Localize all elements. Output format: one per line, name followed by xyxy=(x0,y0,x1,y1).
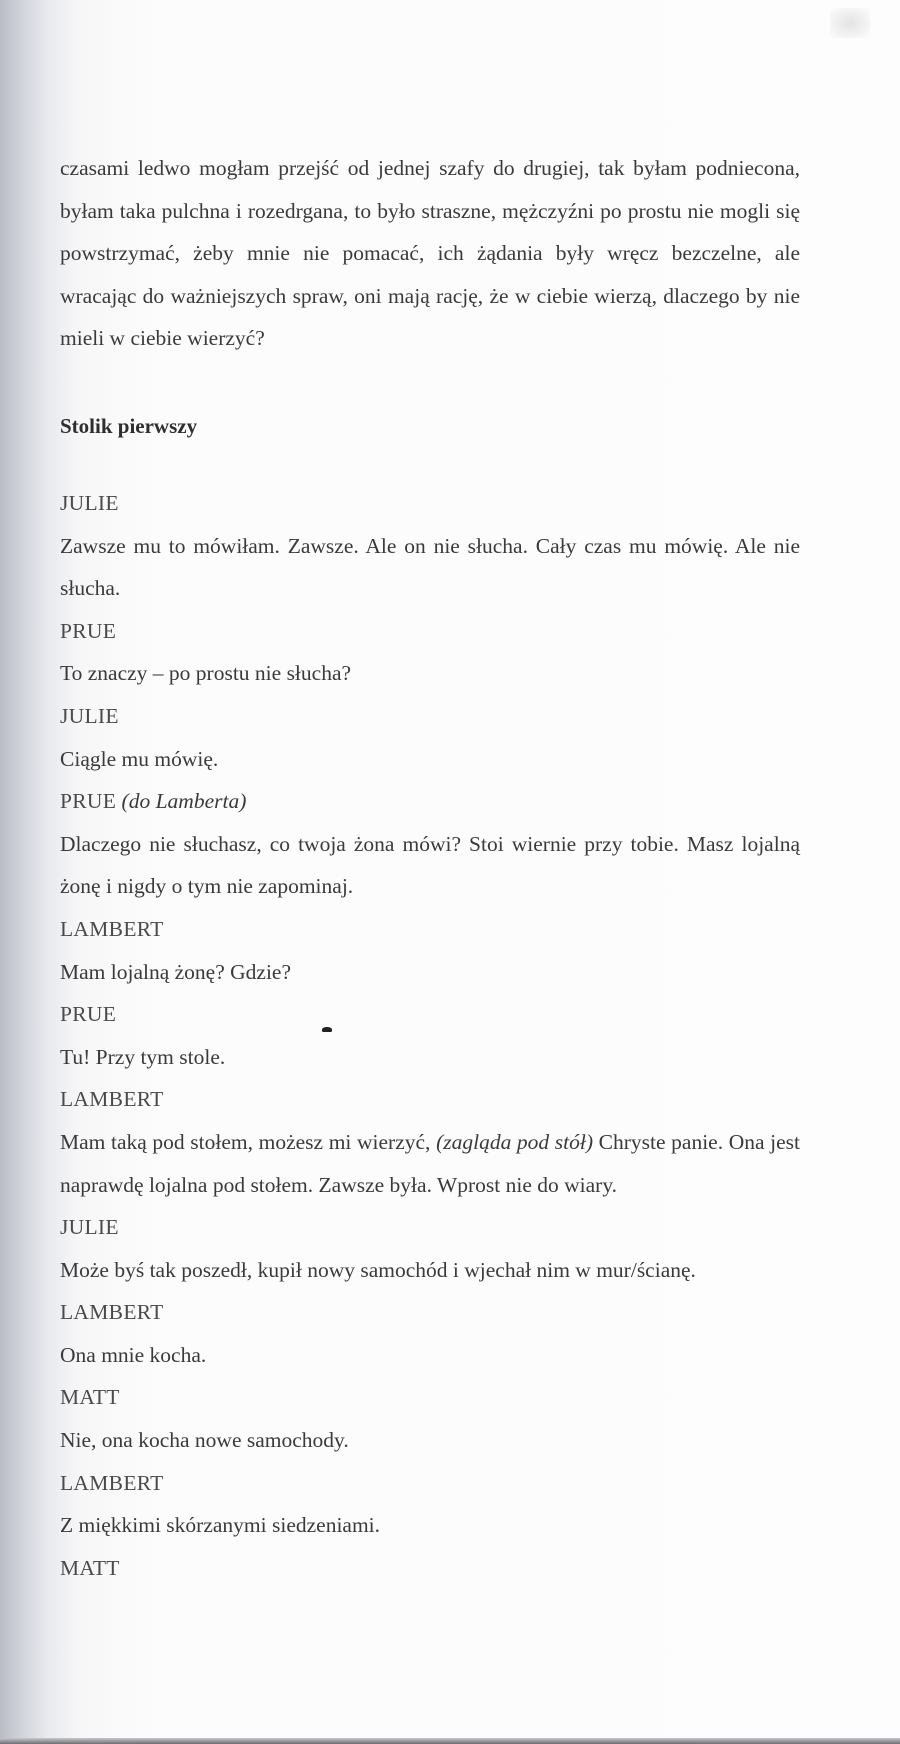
dialogue-line-part: Mam taką pod stołem, możesz mi wierzyć, xyxy=(60,1129,431,1154)
dialogue-line: Nie, ona kocha nowe samochody. xyxy=(60,1428,349,1453)
opening-paragraph xyxy=(60,147,800,360)
speaker-name: JULIE xyxy=(60,1215,119,1240)
speaker-name: LAMBERT xyxy=(60,916,164,941)
speaker-name: MATT xyxy=(60,1555,120,1580)
opening-paragraph-text: czasami ledwo mogłam przejść od jednej szafy do drugiej, tak byłam podniecona, byłam taka pulchna i rozedrgana, to było straszne, mężczyźni po prostu nie mogli się powstrzymać, żeby mnie nie pomacać, ich żądania były wręcz bezczelne, ale wracając do ważniejszych spraw, oni mają rację, że w ciebie wierzą, dlaczego by nie mieli w ciebie wierzyć? xyxy=(60,156,800,351)
dialogue-line: Tu! Przy tym stole. xyxy=(60,1044,226,1069)
dialogue-line-part: Chryste panie. Ona jest naprawdę lojalna pod stołem. Zawsze była. Wprost nie do wiary. xyxy=(60,1129,801,1197)
dialogue-line: Dlaczego nie słuchasz, co twoja żona mówi? Stoi wiernie przy tobie. Masz lojalną żonę i nigdy o tym nie zapominaj. xyxy=(60,831,800,899)
dialogue-line: Mam lojalną żonę? Gdzie? xyxy=(60,959,292,984)
dialogue-line: Może byś tak poszedł, kupił nowy samochód i wjechał nim w mur/ścianę. xyxy=(60,1257,696,1282)
speaker-name: PRUE xyxy=(60,618,117,643)
dialogue-line: Zawsze mu to mówiłam. Zawsze. Ale on nie słucha. Cały czas mu mówię. Ale nie słucha. xyxy=(60,533,800,601)
scene-heading: Stolik pierwszy xyxy=(60,414,198,438)
speaker-name: JULIE xyxy=(60,703,119,728)
speaker-name: MATT xyxy=(60,1385,120,1410)
dialogue-block xyxy=(60,482,800,1589)
stage-direction: (zagląda pod stół) xyxy=(436,1129,594,1154)
dialogue-line xyxy=(60,1121,800,1206)
scan-smudge xyxy=(830,8,870,38)
speaker-with-direction xyxy=(60,780,800,823)
dialogue-line: Ona mnie kocha. xyxy=(60,1342,207,1367)
stage-direction: (do Lamberta) xyxy=(121,789,247,814)
speaker-name: LAMBERT xyxy=(60,1087,164,1112)
speaker-name: PRUE xyxy=(60,789,117,814)
dialogue-line: Z miękkimi skórzanymi siedzeniami. xyxy=(60,1513,381,1538)
dialogue-line: To znaczy – po prostu nie słucha? xyxy=(60,661,352,686)
speaker-name: JULIE xyxy=(60,491,119,515)
speaker-name: LAMBERT xyxy=(60,1300,164,1325)
dialogue-line: Ciągle mu mówię. xyxy=(60,746,219,771)
speaker-name: LAMBERT xyxy=(60,1470,164,1495)
speaker-name: PRUE xyxy=(60,1002,117,1027)
page-bottom-edge xyxy=(0,1738,900,1744)
